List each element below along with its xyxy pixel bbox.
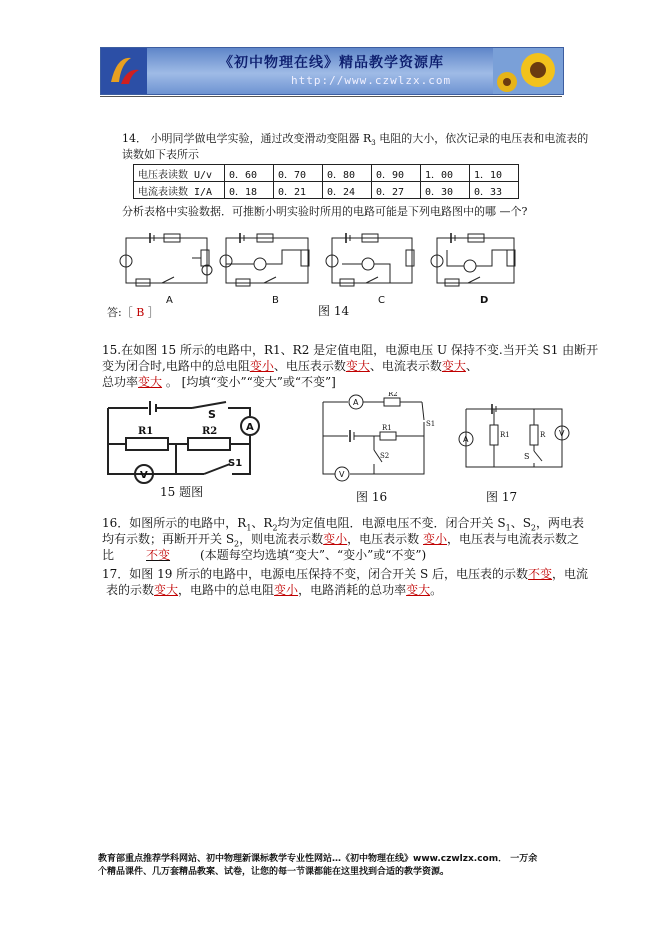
q15-line2: 变为闭合时,电路中的总电阻变小、电压表示数变大、电流表示数变大、 — [102, 359, 478, 373]
circuit-label-a: A — [166, 295, 173, 306]
table-cell: 0．80 — [323, 165, 372, 182]
q17-line1: 17．如图 19 所示的电路中，电源电压保持不变，闭合开关 S 后，电压表的示数不变，电流 — [102, 567, 589, 581]
table-cell: 0．33 — [470, 182, 519, 199]
table-cell: 1．00 — [421, 165, 470, 182]
fig17-caption: 图 17 — [486, 490, 518, 504]
q15-line1: 15.在如图 15 所示的电路中，R1、R2 是定值电阻，电源电压 U 保持不变.当开关 S1 由断开 — [102, 343, 599, 357]
svg-text:S: S — [524, 452, 530, 461]
banner-title: 《初中物理在线》精品教学资源库 — [219, 55, 444, 71]
table-header-cell: 电压表读数 U/v — [134, 165, 225, 182]
svg-text:S: S — [208, 408, 216, 421]
circuit-label-c: C — [378, 295, 385, 306]
svg-text:S1: S1 — [228, 458, 243, 469]
fig14-caption: 图 14 — [318, 304, 350, 318]
svg-text:A: A — [246, 422, 254, 433]
circuit-d — [431, 233, 515, 286]
table-cell: 0．18 — [225, 182, 274, 199]
q17-line2: 表的示数变大，电路中的总电阻变小，电路消耗的总功率变大。 — [106, 583, 443, 597]
q14-circuit-diagrams — [112, 228, 522, 306]
fig15-circuit — [100, 398, 270, 484]
table-header-cell: 电流表读数 I/A — [134, 182, 225, 199]
q14-answer: 答:［ B ］ — [107, 306, 159, 319]
logo-icon — [101, 48, 147, 94]
q14-line1: 14． 小明同学做电学实验，通过改变滑动变阻器 $R_3$ 电阻的大小，依次记录的电压表和电流表的 — [122, 132, 589, 148]
footer-line2: 个精品课件、几万套精品教案、试卷，让您的每一节课都能在这里找到合适的教学资源。 — [98, 867, 450, 877]
q16-line2: 均有示数；再断开开关 $S_2$，则电流表示数变小，电压表示数 变小，电压表与电流表示数之 — [102, 532, 580, 549]
svg-text:S1: S1 — [426, 420, 436, 428]
svg-text:V: V — [559, 429, 565, 438]
banner-url[interactable]: http://www.czwlzx.com — [291, 74, 452, 87]
q14-data-table — [133, 164, 519, 199]
fig17-circuit — [458, 403, 576, 473]
table-cell: 0．24 — [323, 182, 372, 199]
circuit-a — [120, 233, 212, 286]
svg-text:V: V — [140, 470, 148, 481]
table-row — [134, 182, 519, 199]
table-cell: 1．10 — [470, 165, 519, 182]
circuit-b — [220, 233, 309, 286]
table-cell: 0．90 — [372, 165, 421, 182]
svg-text:R1: R1 — [382, 424, 392, 432]
table-cell: 0．30 — [421, 182, 470, 199]
fig16-circuit — [318, 392, 438, 484]
svg-text:R1: R1 — [138, 426, 154, 437]
table-row — [134, 165, 519, 182]
table-cell: 0．21 — [274, 182, 323, 199]
q16-line3: 比 不变 (本题每空均选填“变大”、“变小”或“不变”) — [102, 548, 427, 562]
table-cell: 0．70 — [274, 165, 323, 182]
circuit-label-d: D — [480, 295, 489, 306]
svg-text:R: R — [540, 431, 546, 439]
circuit-c — [326, 233, 414, 286]
footer-line1: 教育部重点推荐学科网站、初中物理新课标教学专业性网站…《初中物理在线》www.czwlzx.com． 一万余 — [98, 854, 538, 864]
sunflower-icon — [493, 48, 563, 94]
svg-text:A: A — [353, 398, 359, 407]
svg-text:A: A — [463, 435, 469, 444]
header-rule — [100, 96, 562, 97]
svg-text:R2: R2 — [202, 426, 218, 437]
q14-line3: 分析表格中实验数据．可推断小明实验时所用的电路可能是下列电路图中的哪 —个? — [122, 205, 528, 218]
footer — [98, 853, 568, 879]
q16-line1: 16．如图所示的电路中，$R_1$、$R_2$均为定值电阻．电源电压不变．闭合开关 $S_1$、$S_2$，两电表 — [102, 516, 585, 533]
table-cell: 0．60 — [225, 165, 274, 182]
q15-line3: 总功率变大 。 [均填“变小”“变大”或“不变”] — [102, 375, 336, 389]
table-cell: 0．27 — [372, 182, 421, 199]
svg-text:R1: R1 — [500, 431, 510, 439]
q14-line2: 读数如下表所示 — [122, 148, 199, 161]
fig16-caption: 图 16 — [356, 490, 388, 504]
circuit-label-b: B — [272, 295, 279, 306]
fig15-caption: 15 题图 — [160, 485, 204, 499]
svg-text:V: V — [339, 470, 345, 479]
header-banner — [100, 47, 564, 95]
svg-text:S2: S2 — [380, 452, 390, 460]
svg-text:R2: R2 — [388, 392, 398, 398]
